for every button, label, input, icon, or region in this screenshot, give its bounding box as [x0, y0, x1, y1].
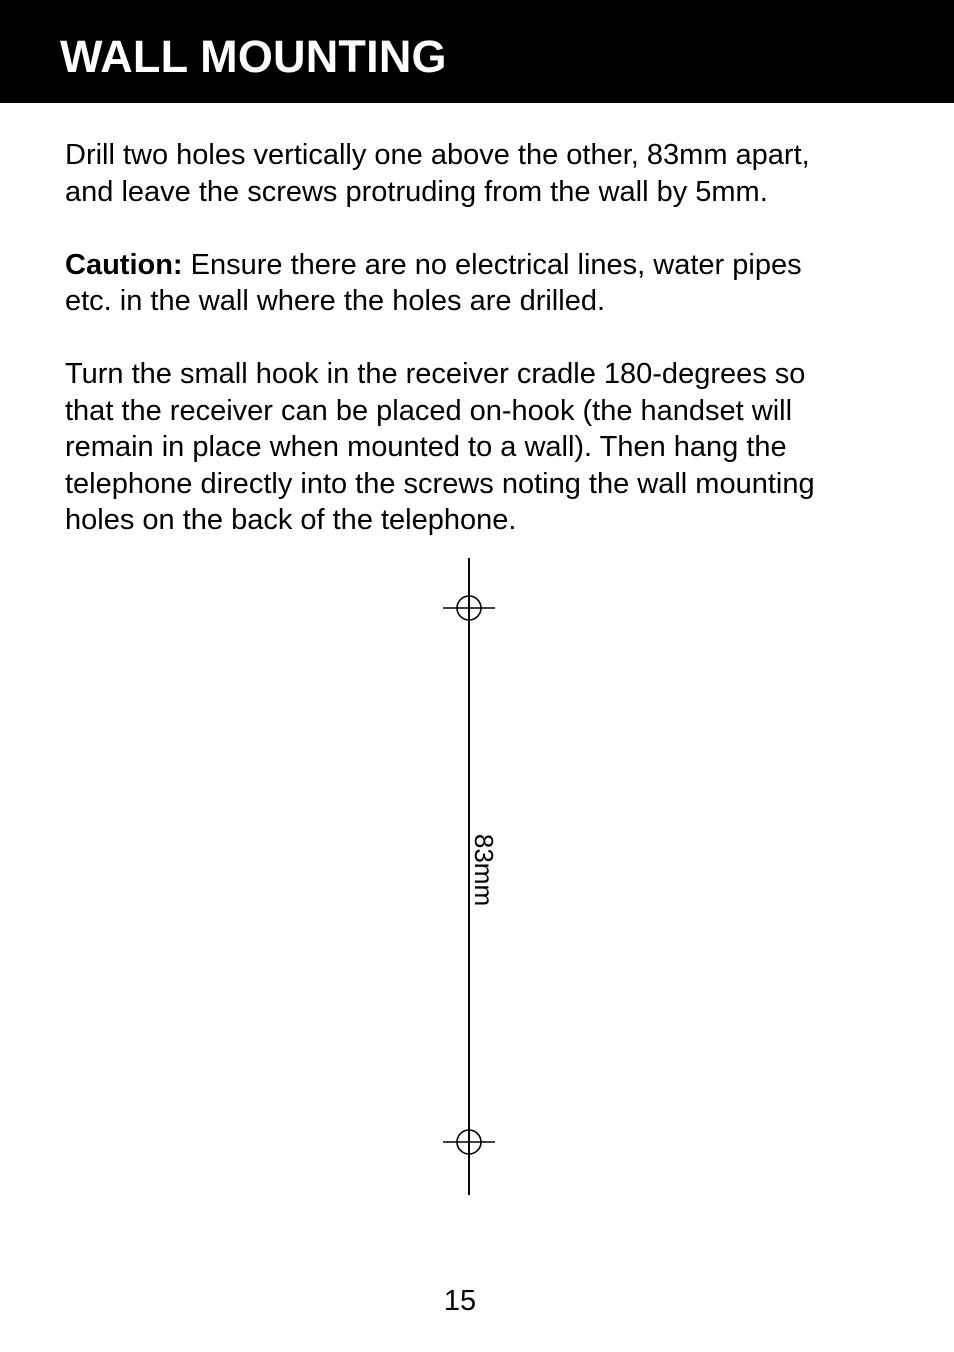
hanging-instructions-paragraph [65, 356, 905, 539]
dimension-label: 83mm [469, 833, 499, 907]
crosshair-icon [443, 1130, 495, 1154]
page-title: WALL MOUNTING [60, 31, 447, 82]
drill-instructions-paragraph [65, 137, 905, 210]
text-line: telephone directly into the screws noting the wall mounting [65, 467, 815, 500]
text-line: Drill two holes vertically one above the other, 83mm apart, [65, 139, 810, 171]
caution-paragraph [65, 247, 905, 320]
crosshair-icon [443, 596, 495, 620]
page-number: 15 [443, 1285, 477, 1317]
caution-label: Caution: [65, 248, 183, 281]
header-bar [0, 0, 954, 103]
text-line: remain in place when mounted to a wall). Then hang the [65, 431, 787, 463]
text-line: and leave the screws protruding from the wall by 5mm. [65, 175, 768, 208]
text-line: that the receiver can be placed on-hook (the handset will [65, 394, 793, 427]
text-line [65, 247, 905, 284]
text-line: Turn the small hook in the receiver cradle 180-degrees so [65, 358, 806, 390]
instructions [65, 137, 905, 575]
text-line: etc. in the wall where the holes are drilled. [65, 285, 606, 317]
text-line: holes on the back of the telephone. [65, 504, 517, 536]
caution-text: Ensure there are no electrical lines, water pipes [182, 248, 802, 281]
